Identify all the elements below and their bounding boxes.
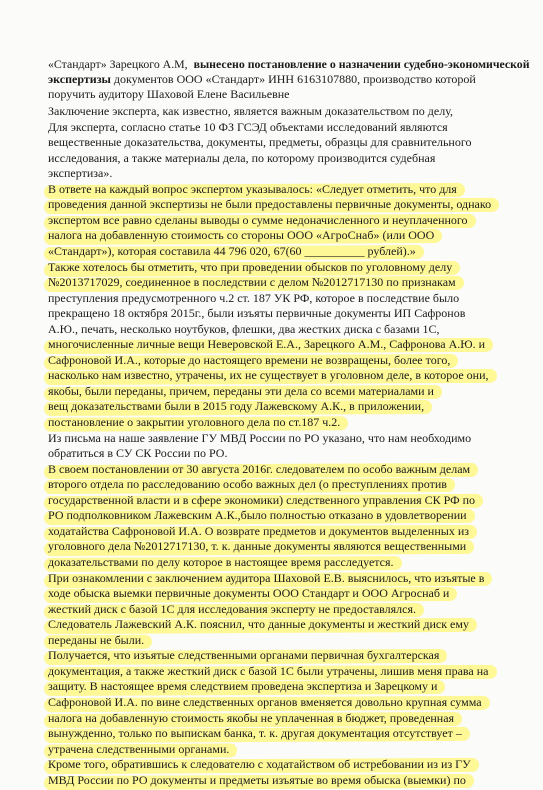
text-line — [48, 368, 489, 383]
text-line — [48, 617, 469, 632]
text-line — [48, 462, 470, 477]
text-line — [48, 244, 416, 259]
text-line — [48, 555, 394, 570]
text-line-content: ходе обыска выемки первичные документы ООО Стандарт и ООО Агроснаб и — [48, 586, 450, 600]
text-line-content: «Стандарт»), которая составила 44 796 020, 67(60 __________ рублей).» — [48, 244, 416, 258]
text-line — [48, 773, 466, 788]
text-line — [48, 446, 227, 461]
text-line-content: защиту. В настоящее время следствием проведена экспертиза и Зарецкому и — [48, 679, 438, 694]
text-line — [48, 586, 449, 601]
text-line — [48, 135, 471, 150]
text-line-content: Кроме того, обратившись к следователю с ходатайством об истребовании из из ГУ — [48, 757, 471, 772]
text-line — [48, 602, 416, 617]
text-line-content: обратиться в СУ СК России по РО. — [48, 446, 228, 461]
text-line-content: государственной власти и в сфере экономики) следственного управления СК РФ по — [48, 492, 476, 507]
title-company: «Стандарт» Зарецкого А.М, — [48, 57, 188, 71]
text-line-content: Для эксперта, согласно статье 10 ФЗ ГСЭД объектами исследований являются — [48, 119, 448, 134]
text-line — [48, 757, 471, 772]
text-line — [48, 353, 450, 368]
text-line — [48, 384, 434, 399]
text-line-content: насколько нам известно, утрачены, их не существует в уголовном деле, в которое они, — [48, 368, 489, 383]
text-line-content: МВД России по РО документы и предметы изъятые во время обыска (выемки) по — [48, 772, 466, 787]
text-line — [48, 104, 453, 119]
text-line-content: налога на добавленную стоимость со стороны ООО «АгроСнаб» (или ООО — [48, 228, 435, 243]
text-line-content: исследования, а также материалы дела, по которому производится судебная — [48, 150, 436, 165]
text-line-content: вынужденно, только по выпискам банка, т. к. другая документация отсутствует – — [48, 726, 462, 740]
text-line-content: Получается, что изъятые следственными органами первичная бухгалтерская — [48, 648, 440, 663]
text-line — [48, 571, 484, 586]
text-line-content: Заключение эксперта, как известно, является важным доказательством по делу, — [48, 104, 454, 118]
text-line — [48, 679, 437, 694]
title-line-1 — [48, 57, 530, 72]
text-line-content: жесткий диск с базой 1С для исследования эксперту не предоставлялся. — [48, 601, 417, 616]
title-line-3 — [48, 87, 290, 102]
text-line — [48, 399, 424, 414]
text-line-content: В своем постановлении от 30 августа 2016г. следователем по особо важным делам — [48, 461, 471, 476]
text-line — [48, 711, 454, 726]
text-line — [48, 337, 485, 352]
title-rest-2: документов ООО «Стандарт» ИНН 6163107880, производство которой — [113, 72, 476, 86]
text-line-content: Следователь Лажевский А.К. пояснил, что данные документы и жесткий диск ему — [48, 617, 469, 632]
text-line-content: Также хотелось бы отметить, что при проведении обысков по уголовному делу — [48, 259, 453, 274]
text-line — [48, 726, 462, 741]
text-line — [48, 431, 471, 446]
text-line — [48, 508, 467, 523]
text-line-content: налога на добавленную стоимость якобы не уплаченная в бюджет, проведенная — [48, 710, 455, 725]
title-line-3-text: поручить аудитору Шаховой Елене Васильевне — [48, 87, 290, 101]
text-line-content: экспертиза». — [48, 166, 113, 181]
text-line — [48, 648, 439, 663]
text-line-content: ходатайства Сафроновой И.А. О возврате предметов и документов выделенных из — [48, 523, 470, 538]
text-line — [48, 322, 440, 337]
text-line-content: А.Ю., печать, несколько ноутбуков, флешки, два жестких диска с базами 1С, — [48, 321, 440, 336]
text-line-content: уголовного дела №2012717130, т. к. данные документы являются вещественными — [48, 539, 467, 554]
text-line-content: В ответе на каждый вопрос экспертом указывалось: «Следует отметить, что для — [48, 181, 457, 196]
text-line — [48, 415, 340, 430]
text-line — [48, 306, 465, 321]
text-line-content: утрачена следственными органами. — [48, 741, 230, 756]
text-line — [48, 742, 229, 757]
text-line — [48, 539, 466, 554]
text-line — [48, 213, 468, 228]
text-line — [48, 182, 457, 197]
text-line-content: Сафроновой И.А., которые до настоящего времени не возвращены, более того, — [48, 352, 451, 367]
text-line — [48, 120, 448, 135]
text-line-content: вещ доказательствами были в 2015 году Лажевскому А.К., в приложении, — [48, 399, 425, 414]
text-line-content: якобы, были переданы, причем, переданы эти дела со всеми материалами и — [48, 383, 434, 398]
text-line-content: документация, а также жесткий диск с базой 1С были утрачены, лишив меня права на — [48, 663, 489, 678]
text-line — [48, 695, 482, 710]
title-bold-1: вынесено постановление о назначении судебно-экономической — [193, 57, 530, 71]
text-line — [48, 291, 459, 306]
text-line-content: вещественные доказательства, документы, предметы, образцы для сравнительного — [48, 135, 472, 150]
text-line — [48, 493, 475, 508]
text-line-content: №2013717029, соединенное в последствии с делом №2012717130 по признакам — [48, 275, 456, 290]
text-line — [48, 166, 112, 181]
text-line — [48, 228, 434, 243]
text-line — [48, 197, 491, 212]
text-line — [48, 633, 144, 648]
title-line-2 — [48, 72, 476, 87]
text-line-content: многочисленные личные вещи Неверовской Е.А., Зарецкого А.М., Сафронова А.Ю. и — [48, 337, 486, 352]
text-line — [48, 524, 469, 539]
text-line-content: РО подполковником Лажевским А.К.,было полностью отказано в удовлетворении — [48, 508, 467, 523]
text-line-content: преступления предусмотренного ч.2 ст. 187 УК РФ, которое в последствие было — [48, 290, 460, 305]
text-line-content: Сафроновой И.А. по вине следственных органов вменяется довольно крупная сумма — [48, 694, 482, 709]
text-line-content: экспертом все равно сделаны выводы о сумме недоначисленного и неуплаченного — [48, 212, 468, 227]
title-bold-2: экспертизы — [48, 72, 111, 86]
text-line-content: проведения данной экспертизы не были предоставлены первичные документы, однако — [48, 197, 492, 212]
text-line-content: прекращено 18 октября 2015г., были изъяты первичные документы ИП Сафронов — [48, 306, 466, 321]
text-line-content: постановление о закрытии уголовного дела по ст.187 ч.2. — [48, 415, 341, 429]
text-line — [48, 477, 447, 492]
text-line-content: переданы не были. — [48, 632, 145, 647]
text-line-content: доказательствами по делу которое в настоящее время расследуется. — [48, 555, 394, 569]
text-line — [48, 275, 456, 290]
text-line — [48, 664, 489, 679]
text-line-content: При ознакомлении с заключением аудитора Шаховой Е.В. выяснилось, что изъятые в — [48, 570, 485, 585]
text-line-content: второго отдела по расследованию особо важных дел (о преступлениях против — [48, 477, 447, 492]
text-line — [48, 260, 452, 275]
text-line-content: Из письма на наше заявление ГУ МВД России по РО указано, что нам необходимо — [48, 430, 472, 445]
text-line — [48, 151, 435, 166]
